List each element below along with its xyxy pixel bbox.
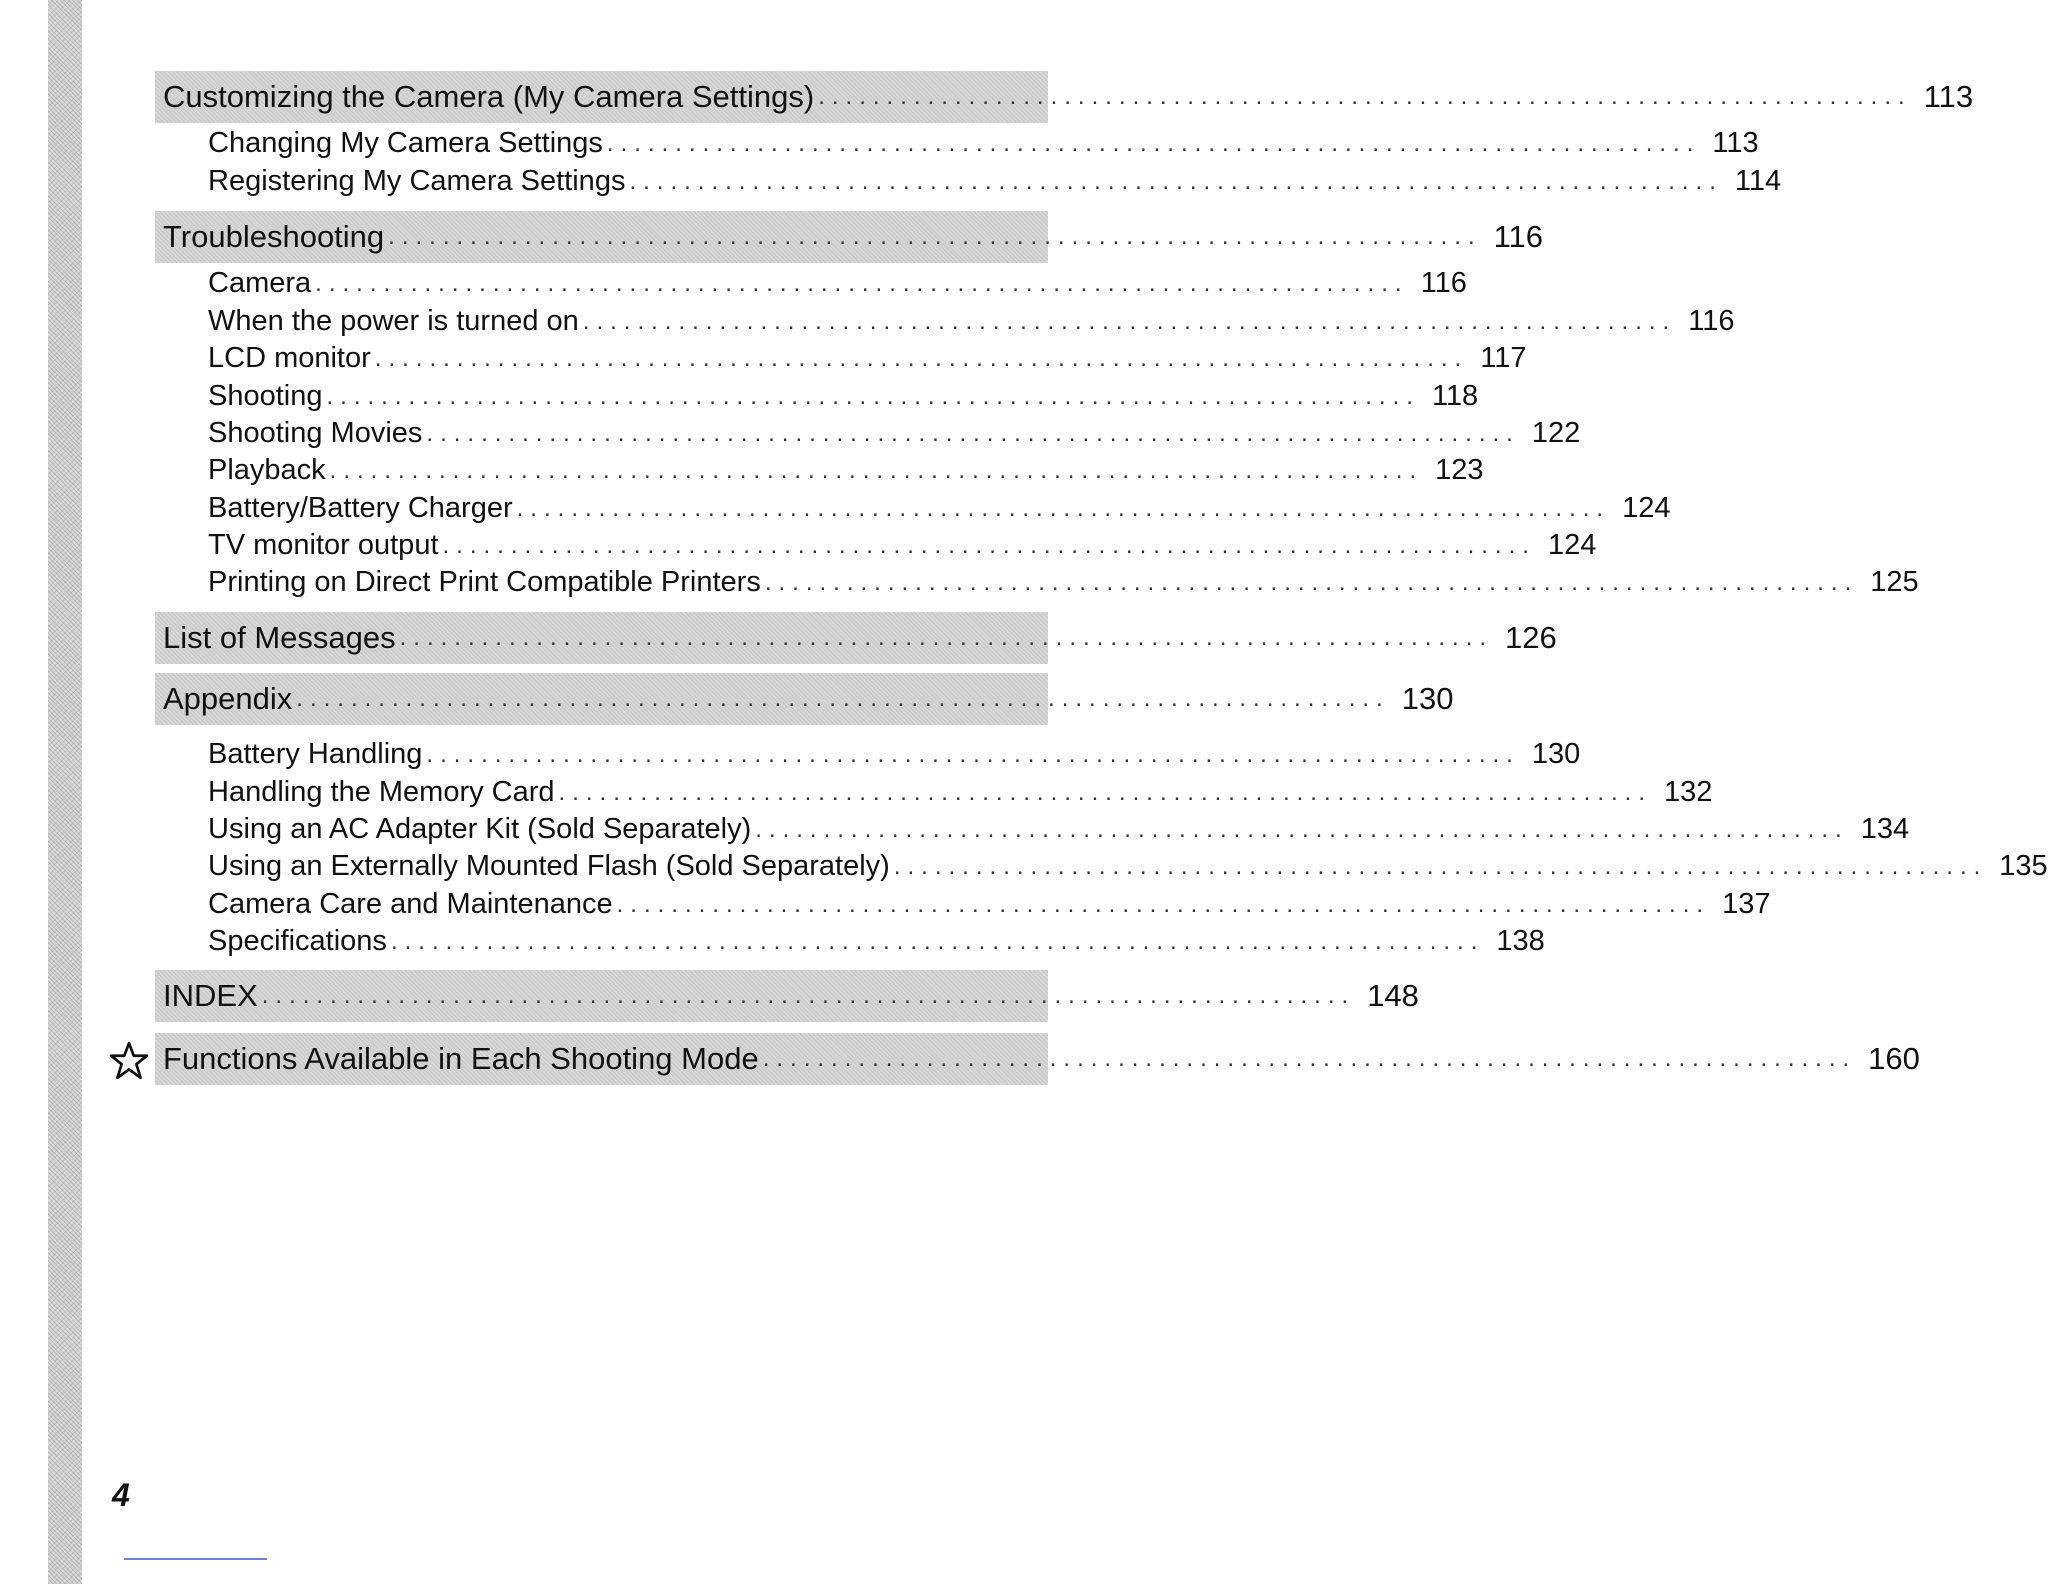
toc-entry-camera[interactable] <box>208 265 1467 302</box>
toc-page: 122 <box>1531 417 1581 449</box>
toc-page: 160 <box>1868 1041 1920 1076</box>
toc-entry-specifications[interactable] <box>208 923 1545 960</box>
toc-page: 118 <box>1431 380 1479 412</box>
toc-section-messages[interactable] <box>155 612 1557 664</box>
toc-page: 126 <box>1505 620 1557 655</box>
toc-page: 116 <box>1493 219 1544 254</box>
toc-title: Specifications <box>208 925 387 957</box>
toc-entry-external-flash[interactable] <box>208 848 2048 885</box>
dot-leader: ................................................................................ <box>582 307 1677 335</box>
dot-leader: ................................................................................ <box>616 890 1711 918</box>
toc-title: Using an AC Adapter Kit (Sold Separately) <box>208 813 752 845</box>
toc-section-appendix[interactable] <box>155 673 1454 725</box>
dot-leader: ................................................................................ <box>606 129 1701 157</box>
toc-page: 137 <box>1722 888 1771 920</box>
toc-page: 124 <box>1547 529 1597 561</box>
toc-title: LCD monitor <box>208 342 371 374</box>
star-outline-icon <box>108 1040 150 1082</box>
toc-title: Using an Externally Mounted Flash (Sold Separately) <box>208 850 890 882</box>
toc-entry-direct-print[interactable] <box>208 564 1919 601</box>
toc-title: Customizing the Camera (My Camera Settings) <box>163 79 815 114</box>
dot-leader: ................................................................................ <box>442 531 1536 559</box>
toc-page: 117 <box>1480 342 1527 374</box>
dot-leader: ................................................................................ <box>296 685 1390 712</box>
toc-title: List of Messages <box>163 620 396 655</box>
toc-title: Camera Care and Maintenance <box>208 888 613 920</box>
dot-leader: ................................................................................ <box>426 740 1520 768</box>
toc-entry-lcd-monitor[interactable] <box>208 340 1527 377</box>
toc-title: When the power is turned on <box>208 305 579 337</box>
toc-entry-shooting-movies[interactable] <box>208 415 1581 452</box>
toc-page: 114 <box>1734 165 1782 197</box>
toc-page: 113 <box>1712 127 1759 159</box>
toc-entry-changing-settings[interactable] <box>208 125 1759 162</box>
toc-page: 138 <box>1496 925 1545 957</box>
footer-rule <box>124 1558 267 1560</box>
toc-page: 134 <box>1860 813 1910 845</box>
toc-page: 130 <box>1401 681 1454 716</box>
dot-leader: ................................................................................ <box>516 494 1611 522</box>
dot-leader: ................................................................................ <box>374 344 1469 372</box>
toc-page: 135 <box>1999 850 2048 882</box>
dot-leader: ................................................................................ <box>762 1045 1857 1072</box>
toc-page: 113 <box>1923 79 1974 114</box>
toc-entry-registering-settings[interactable] <box>208 163 1782 200</box>
toc-entry-power-on[interactable] <box>208 303 1735 340</box>
dot-leader: ................................................................................ <box>629 167 1723 195</box>
toc-title: Shooting Movies <box>208 417 423 449</box>
dot-leader: ................................................................................ <box>818 83 1912 110</box>
toc-title: INDEX <box>163 978 258 1013</box>
dot-leader: ................................................................................ <box>326 382 1420 410</box>
toc-entry-ac-adapter[interactable] <box>208 811 1910 848</box>
toc-page: 130 <box>1531 738 1581 770</box>
dot-leader: ................................................................................ <box>399 624 1494 651</box>
toc-page: 124 <box>1622 492 1671 524</box>
toc-entry-camera-care[interactable] <box>208 886 1771 923</box>
toc-title: Troubleshooting <box>163 219 385 254</box>
toc-title: TV monitor output <box>208 529 439 561</box>
dot-leader: ................................................................................ <box>893 852 1988 880</box>
dot-leader: ................................................................................ <box>261 982 1356 1009</box>
toc-title: Functions Available in Each Shooting Mode <box>163 1041 759 1076</box>
dot-leader: ................................................................................ <box>764 568 1859 596</box>
toc-section-index[interactable] <box>155 970 1419 1022</box>
toc-section-troubleshooting[interactable] <box>155 211 1544 263</box>
dot-leader: ................................................................................ <box>558 778 1652 806</box>
toc-title: Battery Handling <box>208 738 423 770</box>
toc-section-customizing[interactable] <box>155 71 1974 123</box>
dot-leader: ................................................................................ <box>388 223 1482 250</box>
toc-section-functions[interactable] <box>155 1033 1920 1085</box>
dot-leader: ................................................................................ <box>426 419 1520 447</box>
toc-entry-shooting[interactable] <box>208 378 1479 415</box>
toc-entry-memory-card[interactable] <box>208 774 1713 811</box>
toc-title: Shooting <box>208 380 323 412</box>
toc-title: Printing on Direct Print Compatible Printers <box>208 566 761 598</box>
toc-title: Registering My Camera Settings <box>208 165 626 197</box>
toc-page: 116 <box>1688 305 1735 337</box>
toc-title: Appendix <box>163 681 293 716</box>
page-number: 4 <box>112 1477 130 1513</box>
toc-entry-battery-handling[interactable] <box>208 736 1581 773</box>
toc-title: Camera <box>208 267 312 299</box>
toc-title: Handling the Memory Card <box>208 776 555 808</box>
toc-page: 125 <box>1870 566 1919 598</box>
toc-entry-battery-charger[interactable] <box>208 490 1671 527</box>
toc-page: 132 <box>1663 776 1713 808</box>
toc-title: Battery/Battery Charger <box>208 492 513 524</box>
dot-leader: ................................................................................ <box>329 456 1424 484</box>
toc-page: 123 <box>1435 454 1484 486</box>
toc-entry-playback[interactable] <box>208 452 1484 489</box>
toc-title: Changing My Camera Settings <box>208 127 603 159</box>
dot-leader: ................................................................................ <box>315 269 1409 297</box>
toc-entry-tv-output[interactable] <box>208 527 1597 564</box>
toc-title: Playback <box>208 454 326 486</box>
toc-page: 116 <box>1420 267 1467 299</box>
toc-page: 148 <box>1367 978 1419 1013</box>
dot-leader: ................................................................................ <box>755 815 1849 843</box>
dot-leader: ................................................................................ <box>390 927 1485 955</box>
